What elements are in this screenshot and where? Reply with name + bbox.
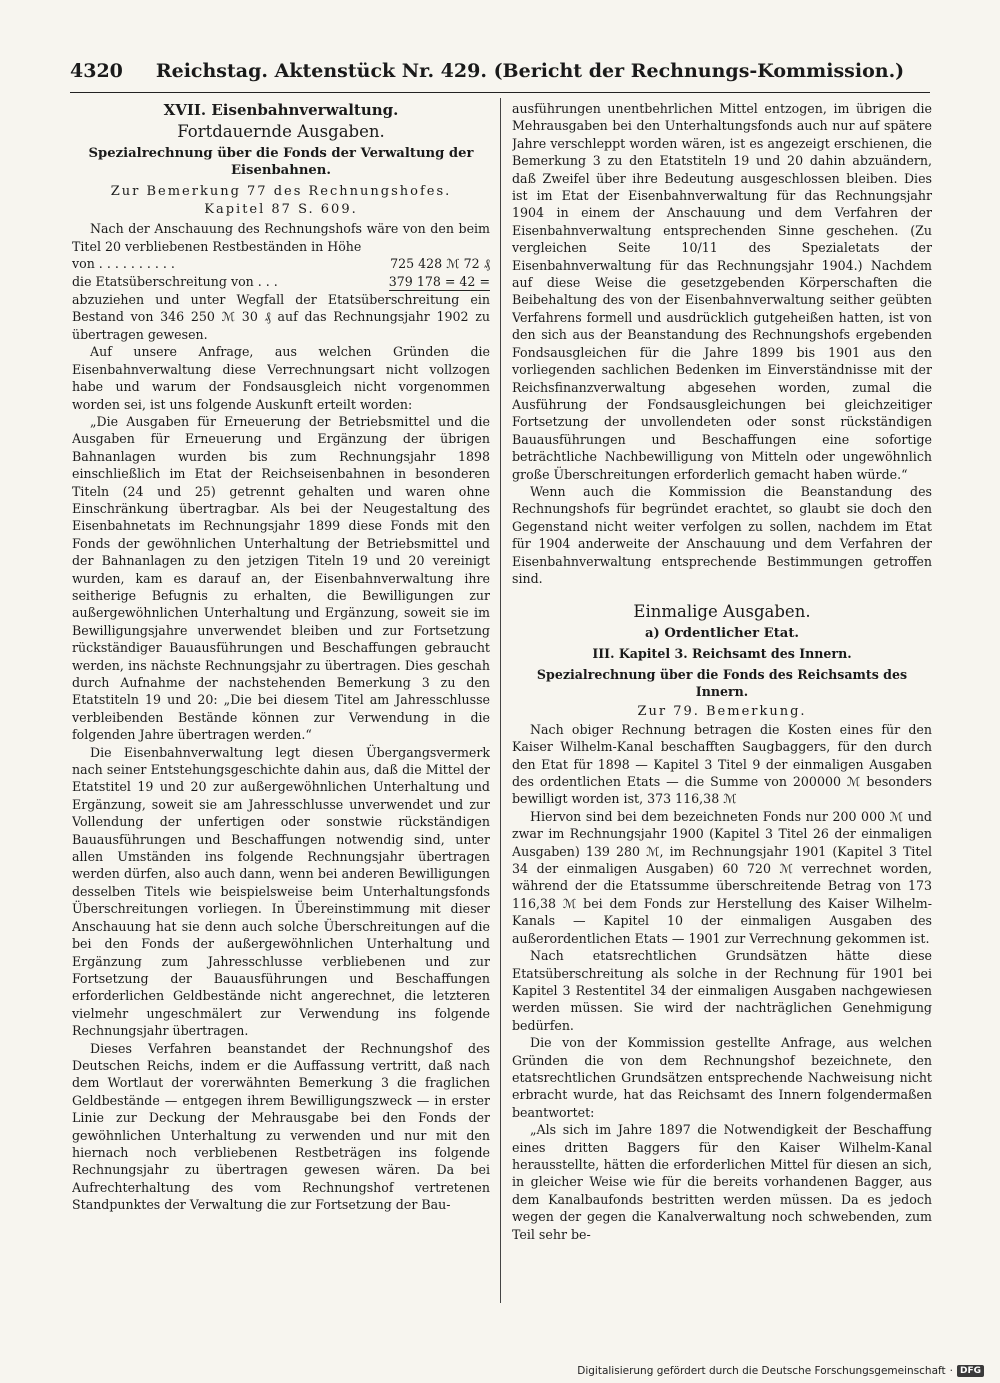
paragraph-objection: Dieses Verfahren beanstandet der Rechnungshof des Deutschen Reichs, indem er die Auffassung vertritt, daß nach dem Wortlaut der vorerwähnten Bemerkung 3 die fraglichen Geldbestände — entgegen ihrem Bewilligungszweck — in erster Linie zur Deckung der Mehrausgabe bei den Fonds der gewöhnlichen Unterhaltung zu verwenden und nur mit den hiernach noch verbliebenen Restbeträgen ins folgende Rechnungsjahr zu übertragen gewesen wären. Da bei Aufrechterhaltung des vom Rechnungshof vertretenen Standpunktes der Verwaltung die zur Fortsetzung der Bau- <box>72 1040 490 1213</box>
paragraph-interpretation: Die Eisenbahnverwaltung legt diesen Übergangsvermerk nach seiner Entstehungsgeschichte dahin aus, daß die Mittel der Etatstitel 19 und 20 zur außergewöhnlichen Unterhaltung und Ergänzung, soweit sie am Jahresschlusse unverwendet und zur Vollendung der unfertigen oder sonstwie rückständigen Bauausführungen und Beschaffungen notwendig sind, unter allen Umständen ins folgende Rechnungsjahr übertragen werden dürfen, also auch dann, wenn bei anderen Bewilligungen desselben Titels wie beispielsweise beim Unterhaltungsfonds Überschreitungen vorliegen. In Übereinstimmung mit dieser Anschauung hat sie denn auch solche Überschreitungen auf die bei den Fonds der außergewöhnlichen Unterhaltung und Ergänzung zum Jahresschlusse verbliebenen und zur Fortsetzung der Bauausführungen und Beschaffungen erforderlichen Geldbestände nicht angerechnet, die letzteren vielmehr ungeschmälert zur Verwendung ins folgende Rechnungsjahr übertragen. <box>72 744 490 1039</box>
paragraph-intro: Nach der Anschauung des Rechnungshofs wäre von den beim Titel 20 verbliebenen Restbeständen in Höhe <box>72 221 490 254</box>
page-header <box>70 58 930 93</box>
paragraph-allocation: Hiervon sind bei dem bezeichneten Fonds nur 200 000 ℳ und zwar im Rechnungsjahr 1900 (Kapitel 3 Titel 26 der einmaligen Ausgaben) 139 280 ℳ, im Rechnungsjahr 1901 (Kapitel 3 Titel 34 der einmaligen Ausgaben) 60 720 ℳ verrechnet worden, während der die Etatssumme überschreitende Betrag von 173 116,38 ℳ bei dem Fonds zur Herstellung des Kaiser Wilhelm-Kanals — Kapitel 10 der einmaligen Ausgaben des außerordentlichen Etats — 1901 zur Verrechnung gekommen ist. <box>512 808 932 946</box>
chapter-heading: Kapitel 87 S. 609. <box>204 202 358 218</box>
figure-row-2 <box>72 273 490 291</box>
paragraph-budget-principles: Nach etatsrechtlichen Grundsätzen hätte diese Etatsüberschreitung als solche in der Rechnung für 1901 bei Kapitel 3 Restentitel 34 der einmaligen Ausgaben nachgewiesen werden müssen. Sie wird der nachträglichen Genehmigung bedürfen. <box>512 948 932 1033</box>
paragraph-quote-railway: „Die Ausgaben für Erneuerung der Betriebsmittel und die Ausgaben für Erneuerung und Ergänzung der übrigen Bahnanlagen wurden bis zum Rechnungsjahr 1898 einschließlich im Etat der Reichseisenbahnen in besonderen Titeln (24 und 25) getrennt gehalten und waren ohne Einschränkung übertragbar. Als bei der Neugestaltung des Eisenbahnetats im Rechnungsjahr 1899 diese Fonds mit den Fonds der gewöhnlichen Unterhaltung der Betriebsmittel und der Bahnanlagen zu den jetzigen Titeln 19 und 20 vereinigt wurden, kam es darauf an, der Eisenbahnverwaltung ihre seitherige Befugnis zu erhalten, die Bewilligungen zur außergewöhnlichen Unterhaltung und Ergänzung, soweit sie im Bewilligungsjahre unverwendet bleiben und zur Fortsetzung rückständiger Bauausführungen und Beschaffungen gebraucht werden, ins nächste Rechnungsjahr zu übertragen. Dies geschah durch Aufnahme der nachstehenden Bemerkung 3 zu den Etatstiteln 19 und 20: „Die bei diesem Titel am Jahresschlusse verbleibenden Bestände können zur Verwendung in die folgenden Jahre übertragen werden.“ <box>72 413 490 743</box>
paragraph-commission: Wenn auch die Kommission die Beanstandung des Rechnungshofs für begründet erachtet, so glaubt sie doch den Gegenstand nicht weiter verfolgen zu sollen, nachdem im Etat für 1904 anderweite der Anschauung und dem Verfahren der Eisenbahnverwaltung entsprechende Bestimmungen getroffen sind. <box>512 483 932 586</box>
left-column <box>72 100 490 1310</box>
heading-one-time-expenses: Einmalige Ausgaben. <box>633 602 811 622</box>
paragraph-question: Die von der Kommission gestellte Anfrage, aus welchen Gründen die von dem Rechnungshof bezeichnete, den etatsrechtlichen Grundsätzen entsprechende Nachweisung nicht erbracht wurde, hat das Reichsamt des Innern folgendermaßen beantwortet: <box>512 1035 932 1120</box>
digitization-footer: Digitalisierung gefördert durch die Deutsche Forschungsgemeinschaft · DFG <box>577 1365 984 1377</box>
figure-row-1-label: von . . . . . . . . . . <box>72 256 175 272</box>
paragraph-answer: „Als sich im Jahre 1897 die Notwendigkeit der Beschaffung eines dritten Baggers für den Kaiser Wilhelm-Kanal herausstellte, hätten die erforderlichen Mittel für diesen an sich, in gleicher Weise wie für die bereits vorhandenen Bagger, aus dem Kanalbaufonds bestritten werden müssen. Da es jedoch wegen der gegen die Kanalverwaltung noch schwebenden, zum Teil sehr be- <box>512 1122 932 1242</box>
column-divider <box>500 98 501 1303</box>
dfg-logo: DFG <box>957 1365 984 1377</box>
heading-remark-79: Zur 79. Bemerkung. <box>637 704 807 720</box>
section-heading: XVII. Eisenbahnverwaltung. <box>163 101 399 119</box>
figure-row-1 <box>72 255 490 272</box>
heading-chapter-3: III. Kapitel 3. Reichsamt des Innern. <box>592 646 852 662</box>
right-column <box>512 100 932 1310</box>
remark-heading: Zur Bemerkung 77 des Rechnungshofes. <box>110 183 452 199</box>
figure-row-1-amount: 725 428 ℳ 72 ₰ <box>390 256 490 272</box>
figure-row-2-amount: 379 178 = 42 = <box>389 273 490 291</box>
subheading-recurring: Fortdauernde Ausgaben. <box>177 122 385 142</box>
paragraph-balance: abzuziehen und unter Wegfall der Etatsüberschreitung ein Bestand von 346 250 ℳ 30 ₰ auf das Rechnungsjahr 1902 zu übertragen gewesen. <box>72 292 490 342</box>
running-title: Reichstag. Aktenstück Nr. 429. (Bericht der Rechnungs-Kommission.) <box>155 60 905 82</box>
paragraph-inquiry: Auf unsere Anfrage, aus welchen Gründen die Eisenbahnverwaltung diese Verrechnungsart nicht vollzogen habe und warum der Fondsausgleich nicht vorgenommen worden sei, ist uns folgende Auskunft erteilt worden: <box>72 344 490 412</box>
page-number: 4320 <box>70 60 123 82</box>
figure-row-2-label: die Etatsüberschreitung von . . . <box>72 273 278 289</box>
heading-ordinary-budget: a) Ordentlicher Etat. <box>644 625 800 641</box>
paragraph-continuation: ausführungen unentbehrlichen Mittel entzogen, im übrigen die Mehrausgaben bei den Unterhaltungsfonds auch nur auf spätere Jahre verschleppt worden wären, ist es angezeigt erschienen, die Bemerkung 3 zu den Etatstiteln 19 und 20 dahin abzuändern, daß Zweifel über ihre Bedeutung ausgeschlossen bleiben. Dies ist im Etat der Eisenbahnverwaltung für das Rechnungsjahr 1904 in einem der Anschauung und dem Verfahren der Eisenbahnverwaltung entsprechenden Sinne geschehen. (Zu vergleichen Seite 10/11 des Spezialetats der Eisenbahnverwaltung für das Rechnungsjahr 1904.) Nachdem auf diese Weise die gesetzgebenden Körperschaften die Beibehaltung des von der Eisenbahnverwaltung seither geübten Verfahrens formell und ausdrücklich gutgeheißen hatten, ist von den sich aus der Beanstandung des Rechnungshofs ergebenden Fondsausgleichen für die Jahre 1899 bis 1901 aus den vorliegenden sachlichen Bedenken im Einverständnisse mit der Reichsfinanzverwaltung abgesehen worden, zumal die Ausführung der Fondsausgleichungen bei gleichzeitiger Fortsetzung der unvollendeten oder sonst rückständigen Bauausführungen und Beschaffungen eine sofortige beträchtliche Nachbewilligung von Mitteln oder ungewöhnlich große Überschreitungen erforderlich gemacht haben würde.“ <box>512 101 932 482</box>
paragraph-dredger-costs: Nach obiger Rechnung betragen die Kosten eines für den Kaiser Wilhelm-Kanal beschafften Saugbaggers, für den durch den Etat für 1898 — Kapitel 3 Titel 9 der einmaligen Ausgaben des ordentlichen Etats — die Summe von 200000 ℳ besonders bewilligt worden ist, 373 116,38 ℳ <box>512 721 932 807</box>
special-account-heading: Spezialrechnung über die Fonds der Verwaltung der Eisenbahnen. <box>88 145 474 179</box>
heading-special-account-interior: Spezialrechnung über die Fonds des Reichsamts des Innern. <box>536 666 908 699</box>
footer-text: Digitalisierung gefördert durch die Deutsche Forschungsgemeinschaft <box>577 1365 946 1377</box>
